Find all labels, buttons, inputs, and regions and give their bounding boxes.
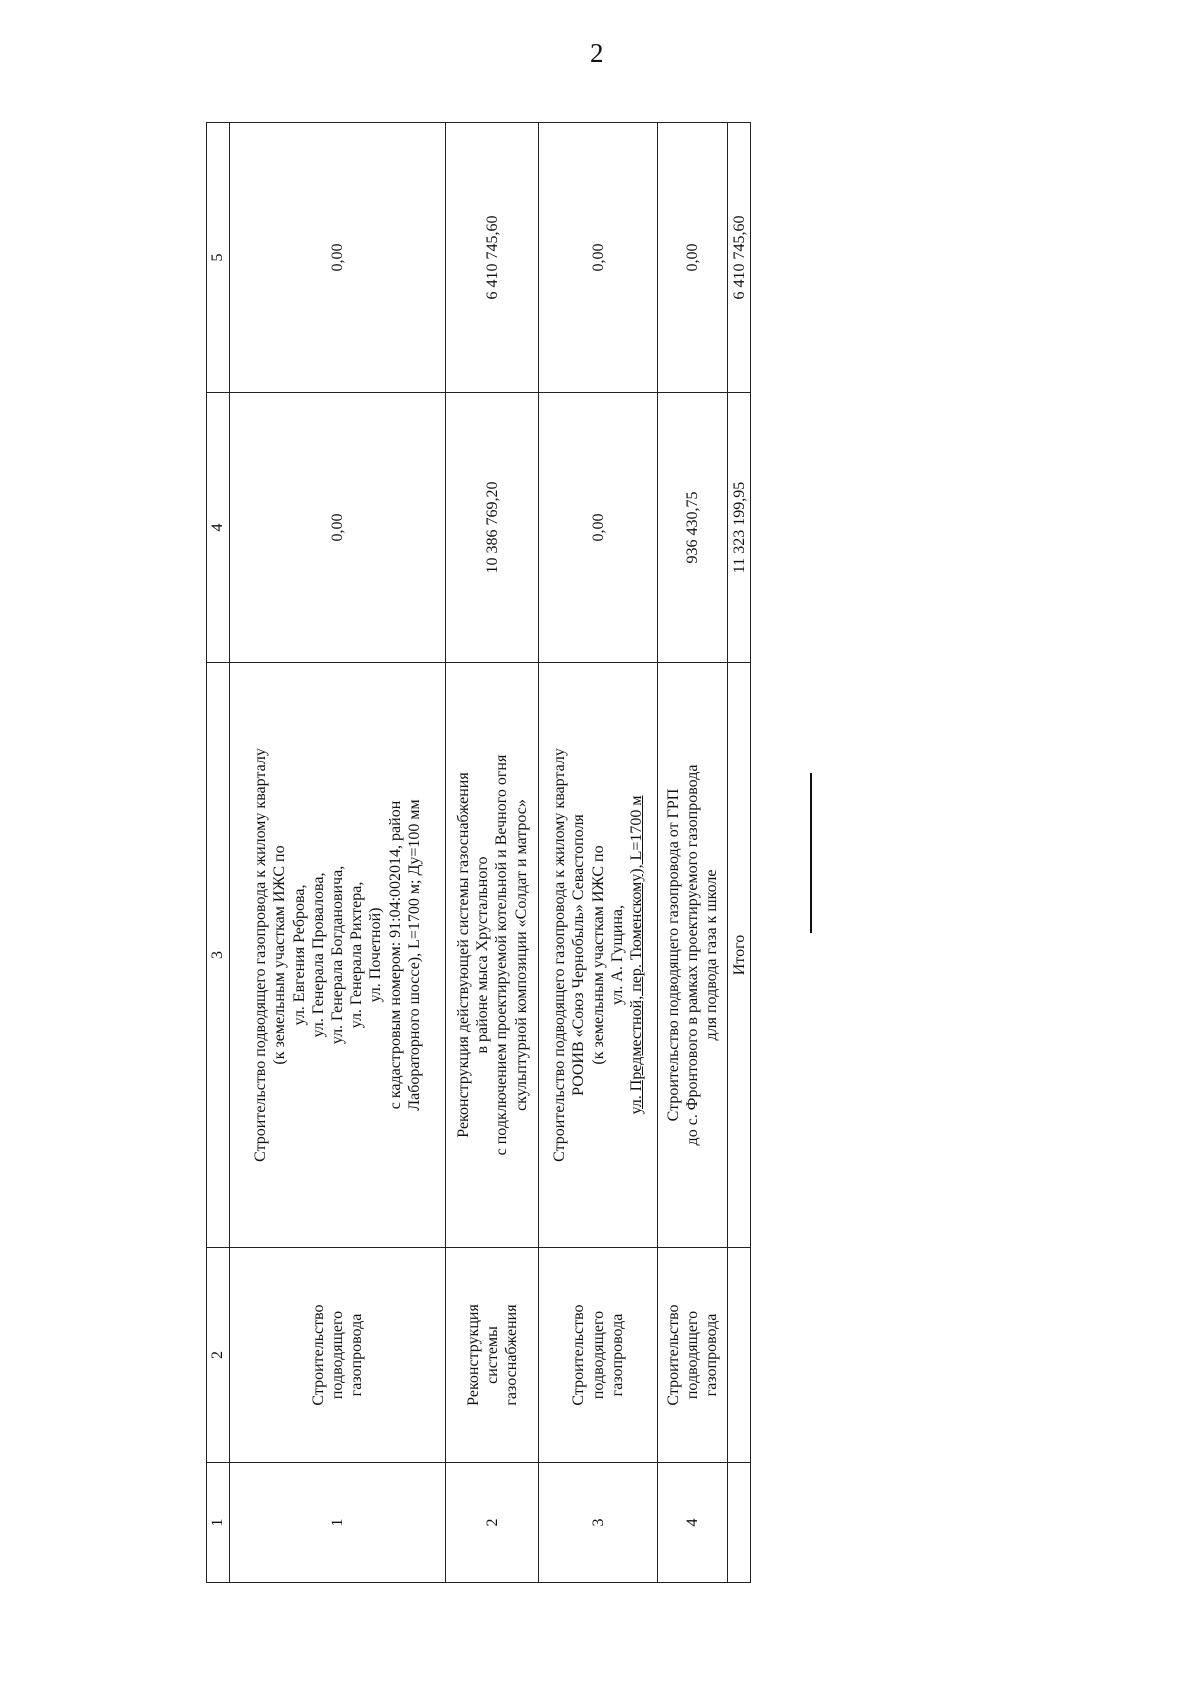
amount-col5: 0,00 bbox=[658, 123, 728, 393]
total-empty-cell bbox=[728, 1463, 751, 1583]
amount-col4: 0,00 bbox=[229, 393, 446, 663]
work-type-line: подводящего bbox=[684, 1310, 702, 1400]
description-line: Реконструкция действующей системы газоснабжения bbox=[455, 772, 473, 1138]
description-line: ул. А. Гущина, bbox=[608, 904, 626, 1006]
work-type-line: газопровода bbox=[348, 1313, 366, 1397]
description-line: скульптурной композиции «Солдат и матрос» bbox=[512, 799, 530, 1111]
description-line: до с. Фронтового в рамках проектируемого газопровода bbox=[684, 764, 702, 1146]
header-row bbox=[207, 123, 230, 1583]
work-type-line: Реконструкция bbox=[464, 1304, 482, 1406]
object-description bbox=[539, 663, 658, 1248]
total-empty-cell bbox=[728, 1248, 751, 1463]
description-line: ул. Генерала Провалова, bbox=[309, 872, 327, 1038]
amount-col5: 0,00 bbox=[229, 123, 446, 393]
row-number: 3 bbox=[539, 1463, 658, 1583]
description-line: (к земельным участкам ИЖС по bbox=[589, 845, 607, 1065]
header-cell: 3 bbox=[207, 663, 230, 1248]
object-description bbox=[446, 663, 539, 1248]
work-type-line: Строительство bbox=[309, 1304, 327, 1406]
description-line: Строительство подводящего газопровода от ГРП bbox=[664, 788, 682, 1122]
work-type-line: Строительство bbox=[664, 1304, 682, 1406]
description-line: с подключением проектируемой котельной и Вечного огня bbox=[493, 754, 511, 1156]
total-col5: 6 410 745,60 bbox=[728, 123, 751, 393]
description-line: Строительство подводящего газопровода к жилому кварталу bbox=[551, 748, 569, 1162]
header-cell: 4 bbox=[207, 393, 230, 663]
object-description bbox=[229, 663, 446, 1248]
description-line: ул. Генерала Рихтера, bbox=[348, 881, 366, 1029]
description-line: для подвода газа к школе bbox=[703, 869, 721, 1041]
work-type-line: газопровода bbox=[608, 1313, 626, 1397]
work-type bbox=[229, 1248, 446, 1463]
table-row bbox=[658, 123, 728, 1583]
description-line: в районе мыса Хрустального bbox=[474, 856, 492, 1054]
closing-rule bbox=[810, 773, 812, 933]
rotated-table-container bbox=[206, 123, 751, 1583]
work-type-line: газопровода bbox=[703, 1313, 721, 1397]
amount-col4: 0,00 bbox=[539, 393, 658, 663]
amount-col5: 6 410 745,60 bbox=[446, 123, 539, 393]
amount-col4: 10 386 769,20 bbox=[446, 393, 539, 663]
work-type bbox=[446, 1248, 539, 1463]
page-number: 2 bbox=[590, 38, 604, 68]
row-number: 4 bbox=[658, 1463, 728, 1583]
work-type-line: подводящего bbox=[328, 1310, 346, 1400]
work-type-line: подводящего bbox=[589, 1310, 607, 1400]
description-line: с кадастровым номером: 91:04:002014, район bbox=[386, 800, 404, 1110]
work-type-line: системы bbox=[483, 1326, 501, 1384]
object-description bbox=[658, 663, 728, 1248]
table-row bbox=[446, 123, 539, 1583]
header-cell: 1 bbox=[207, 1463, 230, 1583]
header-cell: 5 bbox=[207, 123, 230, 393]
description-line: ул. Почетной) bbox=[367, 907, 385, 1003]
description-line: Строительство подводящего газопровода к жилому кварталу bbox=[252, 748, 270, 1162]
description-line: (к земельным участкам ИЖС по bbox=[271, 845, 289, 1065]
description-line: ул. Предместной, пер. Тюменскому), L=1700 м bbox=[627, 795, 645, 1115]
header-cell: 2 bbox=[207, 1248, 230, 1463]
description-line: РООИВ «Союз Чернобыль» Севастополя bbox=[570, 814, 588, 1096]
work-type bbox=[658, 1248, 728, 1463]
row-number: 2 bbox=[446, 1463, 539, 1583]
amount-col4: 936 430,75 bbox=[658, 393, 728, 663]
row-number: 1 bbox=[229, 1463, 446, 1583]
table-row bbox=[539, 123, 658, 1583]
total-row bbox=[728, 123, 751, 1583]
work-type-line: газоснабжения bbox=[503, 1304, 520, 1406]
description-line: ул. Евгения Реброва, bbox=[290, 884, 308, 1026]
table-row bbox=[229, 123, 446, 1583]
work-type bbox=[539, 1248, 658, 1463]
total-col4: 11 323 199,95 bbox=[728, 393, 751, 663]
description-line: ул. Генерала Богдановича, bbox=[328, 865, 346, 1045]
total-label: Итого bbox=[728, 663, 751, 1248]
data-table bbox=[206, 122, 751, 1583]
amount-col5: 0,00 bbox=[539, 123, 658, 393]
description-line: Лабораторного шоссе), L=1700 м; Ду=100 мм bbox=[405, 799, 423, 1111]
work-type-line: Строительство bbox=[570, 1304, 588, 1406]
